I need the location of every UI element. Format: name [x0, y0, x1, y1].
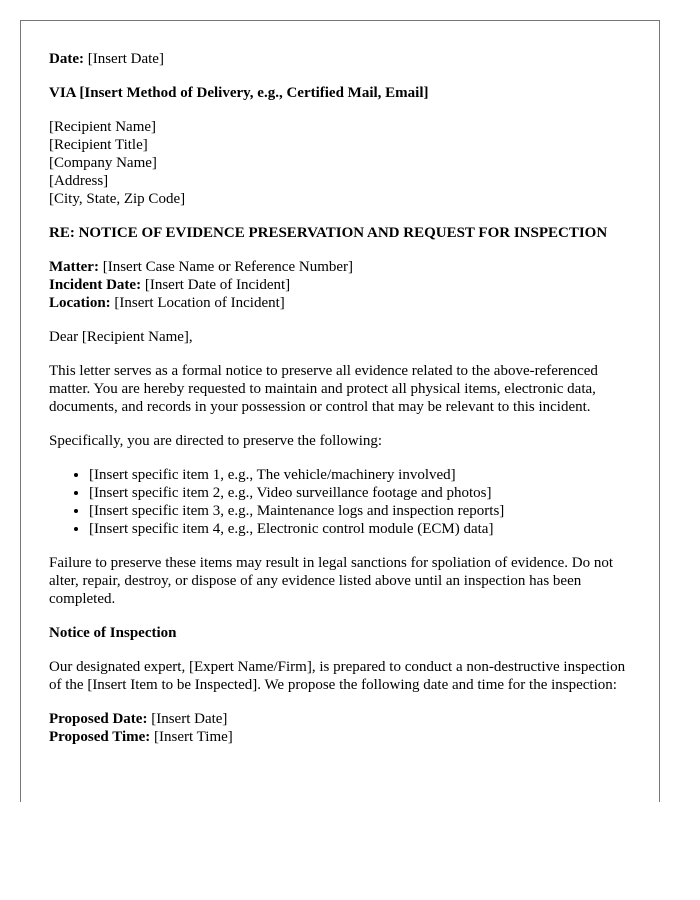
recipient-address-block [49, 118, 631, 208]
paragraph-sanctions-warning: Failure to preserve these items may result in legal sanctions for spoliation of evidence. Do not alter, repair, destroy, or dispose of any evidence listed above until an inspection has been completed. [49, 555, 614, 607]
recipient-company: [Company Name] [49, 155, 157, 171]
incident-date-value: [Insert Date of Incident] [144, 277, 291, 293]
letter-content [21, 21, 659, 746]
location-line [49, 294, 631, 312]
recipient-city: [City, State, Zip Code] [49, 191, 186, 207]
proposed-date-line [49, 710, 631, 728]
recipient-title: [Recipient Title] [49, 137, 148, 153]
recipient-address: [Address] [49, 173, 109, 189]
evidence-list [49, 466, 631, 538]
list-item: • [Insert specific item 2, e.g., Video surveillance footage and photos] [89, 484, 631, 502]
salutation: Dear [Recipient Name], [49, 329, 193, 345]
location-value: [Insert Location of Incident] [114, 295, 285, 311]
location-label: Location: [49, 295, 111, 311]
list-item: • [Insert specific item 3, e.g., Maintenance logs and inspection reports] [89, 502, 631, 520]
date-value: [Insert Date] [87, 51, 164, 67]
paragraph-items-intro: Specifically, you are directed to preserve the following: [49, 433, 383, 449]
matter-label: Matter: [49, 259, 99, 275]
case-details [49, 258, 631, 312]
matter-value: [Insert Case Name or Reference Number] [102, 259, 354, 275]
paragraph-preservation-notice: This letter serves as a formal notice to preserve all evidence related to the above-referenced matter. You are hereby requested to maintain and protect all physical items, electronic data, documents, and records in your possession or control that may be relevant to this incident. [49, 363, 598, 415]
paragraph-inspection-proposal: Our designated expert, [Expert Name/Firm], is prepared to conduct a non-destructive inspection of the [Insert Item to be Inspected]. We propose the following date and time for the inspection: [49, 659, 626, 693]
matter-line [49, 258, 631, 276]
recipient-name: [Recipient Name] [49, 119, 157, 135]
subject-line: RE: NOTICE OF EVIDENCE PRESERVATION AND REQUEST FOR INSPECTION [49, 225, 608, 241]
proposed-time-label: Proposed Time: [49, 729, 151, 745]
proposed-date-label: Proposed Date: [49, 711, 148, 727]
proposed-time-line [49, 728, 631, 746]
proposed-schedule [49, 710, 631, 746]
date-label: Date: [49, 51, 84, 67]
incident-date-label: Incident Date: [49, 277, 142, 293]
incident-date-line [49, 276, 631, 294]
delivery-method: VIA [Insert Method of Delivery, e.g., Certified Mail, Email] [49, 85, 429, 101]
date-line [49, 50, 631, 68]
letter-page [20, 20, 660, 802]
inspection-heading: Notice of Inspection [49, 625, 177, 641]
proposed-date-value: [Insert Date] [151, 711, 228, 727]
proposed-time-value: [Insert Time] [154, 729, 233, 745]
list-item: • [Insert specific item 1, e.g., The vehicle/machinery involved] [89, 466, 631, 484]
list-item: • [Insert specific item 4, e.g., Electronic control module (ECM) data] [89, 520, 631, 538]
